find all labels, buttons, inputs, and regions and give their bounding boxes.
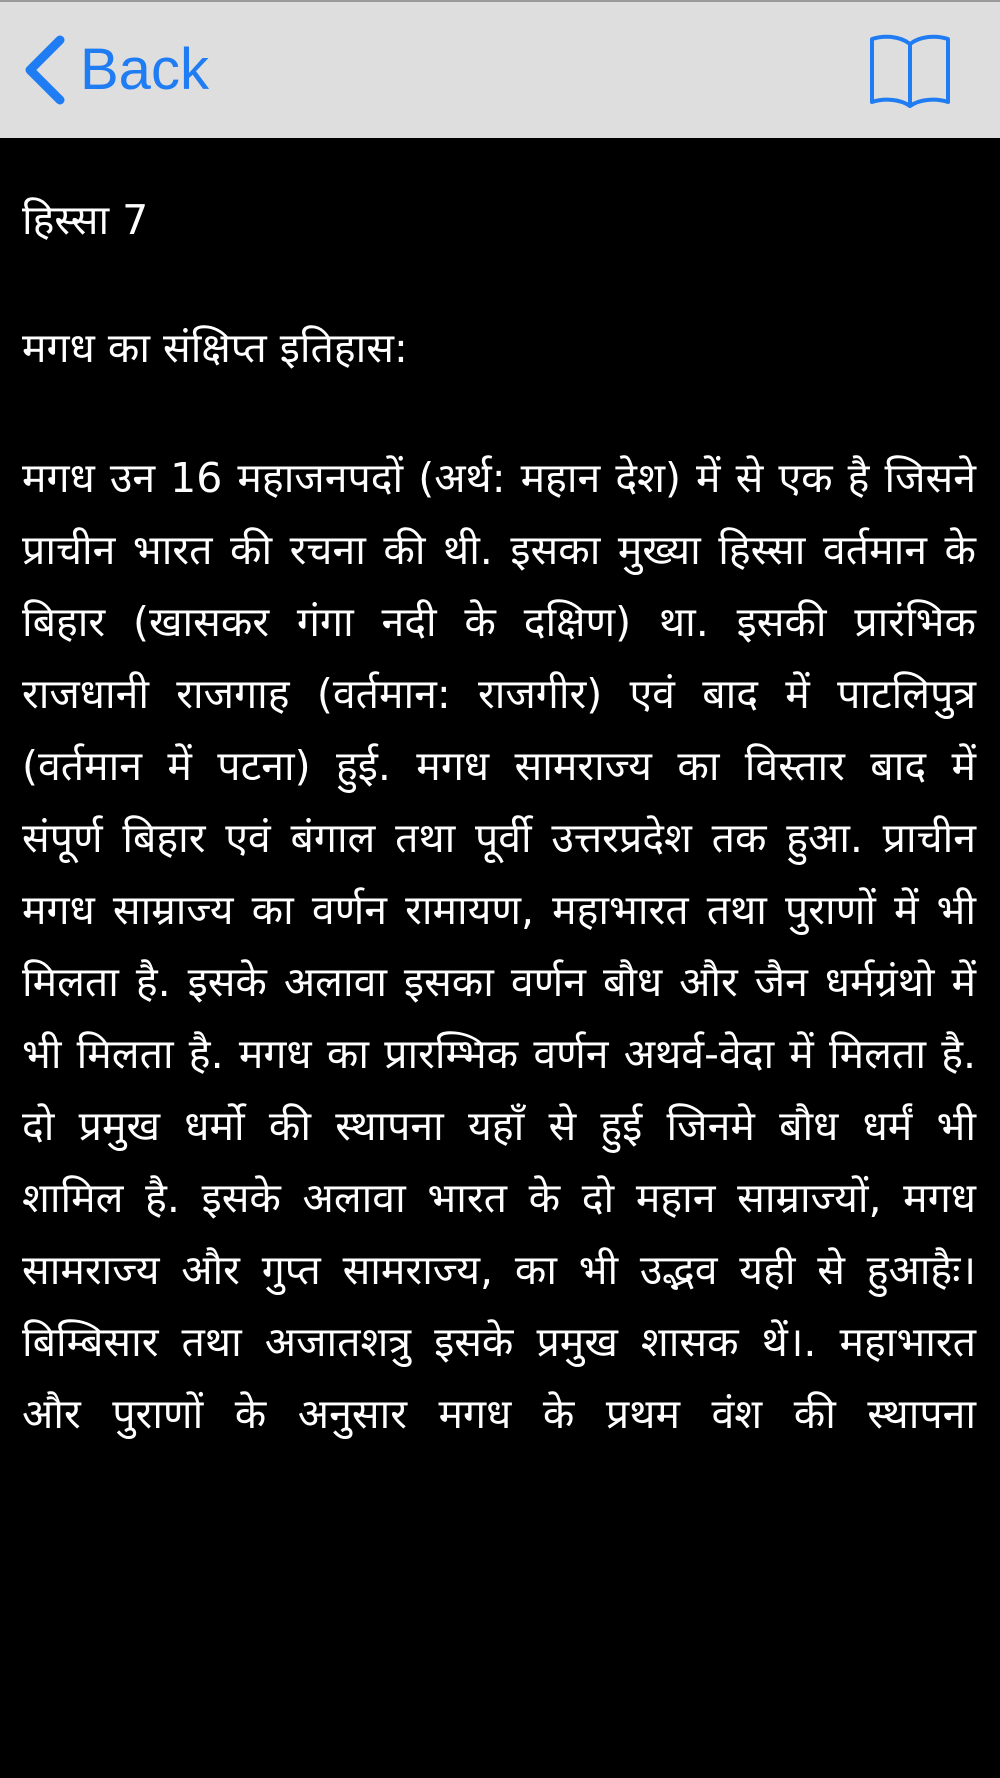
navigation-bar xyxy=(0,0,1000,138)
article-content xyxy=(22,138,976,1450)
section-heading: हिस्सा 7 xyxy=(22,196,149,244)
article-body: मगध उन 16 महाजनपदों (अर्थ: महान देश) में से एक है जिसने प्राचीन भारत की रचना की थी. इसका मुख्या हिस्सा वर्तमान के बिहार (खासकर गंगा नदी के दक्षिण) था. इसकी प्रारंभिक राजधानी राजगाह (वर्तमान: राजगीर) एवं बाद में पाटलिपुत्र (वर्तमान में पटना) हुई. मगध सामराज्य का विस्तार बाद में संपूर्ण बिहार एवं बंगाल तथा पूर्वी उत्तरप्रदेश तक हुआ. प्राचीन मगध साम्राज्य का वर्णन रामायण, महाभारत तथा पुराणों में भी मिलता है. इसके अलावा इसका वर्णन बौध और जैन धर्मग्रंथो में भी मिलता है. मगध का प्रारम्भिक वर्णन अथर्व-वेदा में मिलता है. दो प्रमुख धर्मो की स्थापना यहाँ से हुई जिनमे बौध धर्मं भी शामिल है. इसके अलावा भारत के दो महान साम्राज्यों, मगध सामराज्य और गुप्त सामराज्य, का भी उद्भव यही से हुआहैः। बिम्बिसार तथा अजातशत्रु इसके प्रमुख शासक थें।. महाभारत और पुराणों के अनुसार मगध के प्रथम वंश की स्थापना xyxy=(22,454,976,1438)
bookmarks-button[interactable] xyxy=(868,30,952,108)
back-button[interactable] xyxy=(22,34,209,106)
back-label: Back xyxy=(80,37,209,102)
article-subheading: मगध का संक्षिप्त इतिहास: xyxy=(22,324,408,372)
chevron-left-icon xyxy=(22,34,68,106)
book-icon xyxy=(868,30,952,108)
